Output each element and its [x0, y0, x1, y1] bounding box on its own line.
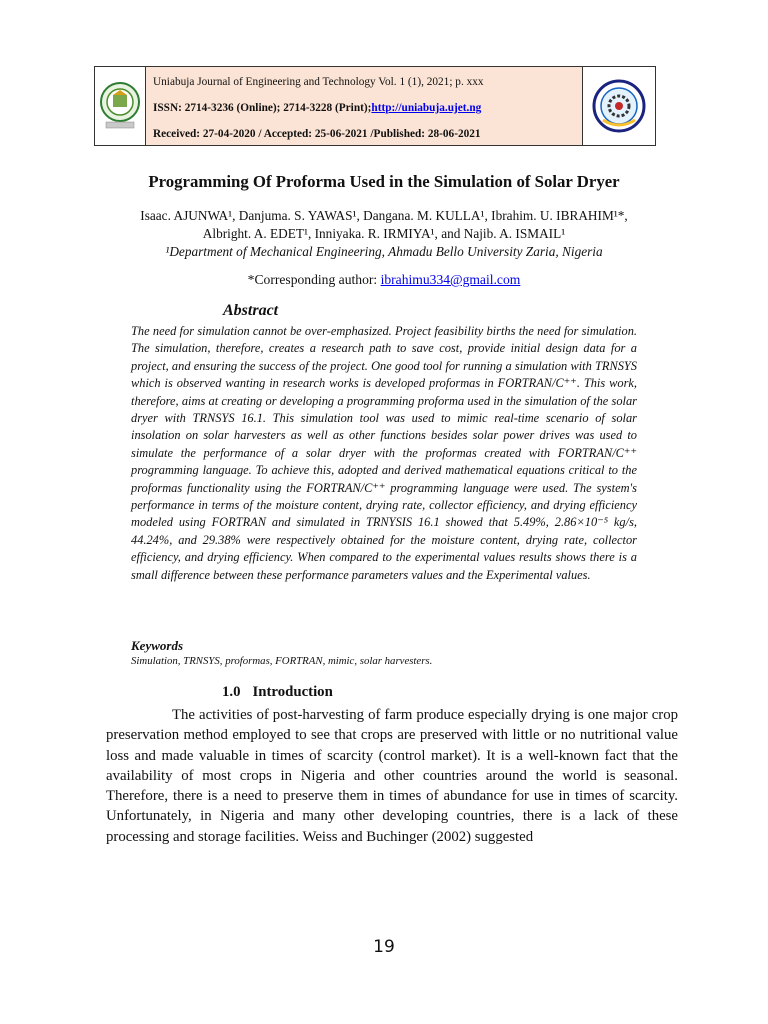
journal-logo-right [582, 67, 655, 145]
corresponding-author [0, 272, 768, 288]
submission-dates: Received: 27-04-2020 / Accepted: 25-06-2021 /Published: 28-06-2021 [153, 127, 481, 140]
author-list-line-2: Albright. A. EDET¹, Inniyaka. R. IRMIYA¹, and Najib. A. ISMAIL¹ [202, 226, 566, 241]
section-number: 1.0 [222, 684, 241, 700]
journal-name: Uniabuja Journal of Engineering and Technology Vol. 1 (1), 2021; p. xxx [153, 75, 484, 88]
corresponding-label: *Corresponding author: [247, 272, 381, 287]
author-affiliation: ¹Department of Mechanical Engineering, Ahmadu Bello University Zaria, Nigeria [165, 244, 603, 259]
gear-emblem-icon [589, 76, 649, 136]
section-title: Introduction [252, 684, 333, 700]
corresponding-email-link[interactable]: ibrahimu334@gmail.com [380, 272, 521, 287]
abstract-text: The need for simulation cannot be over-emphasized. Project feasibility births the need for simulation. The simulation, therefore, creates a research path to save cost, provide initial design data for a project, and ensuring the success of the project. One good tool for running a simulation with TRNSYS which is observed wanting in research works is developed proformas in FORTRAN/C⁺⁺. This work, therefore, aims at creating or developing a programming proforma used in the simulation of the solar dryer with TRNSYS 16.1. This simulation tool was used to mimic real-time scenario of solar insolation on solar harvesters as well as other functions besides solar power drives was used to simulate the performance of a solar dryer with the proformas created with FORTRAN/C⁺⁺ programming language. To achieve this, adopted and derived mathematical equations critical to the proformas functionality using the FORTRAN/C⁺⁺ programming language were used. The system's performance in terms of the moisture content, drying rate, collector efficiency, and drying efficiency modeled using FORTRAN and simulated in TRNYSIS 16.1 showed that 5.49%, 2.86×10⁻⁵ kg/s, 44.24%, and 29.38% were respectively obtained for the moisture content, drying rate, collector efficiency, and drying efficiency. When compared to the experimental values results shows there is a small difference between these performance parameters values and the Experimental values. [131, 324, 637, 582]
journal-url-link[interactable]: http://uniabuja.ujet.ng [371, 101, 482, 114]
issn-text: ISSN: 2714-3236 (Online); 2714-3228 (Print); [153, 101, 372, 114]
keywords-text: Simulation, TRNSYS, proformas, FORTRAN, mimic, solar harvesters. [131, 655, 433, 667]
page-number: 19 [373, 937, 395, 957]
issn-line [153, 95, 575, 121]
university-logo-left [95, 67, 146, 145]
author-block [100, 207, 668, 261]
paper-title: Programming Of Proforma Used in the Simulation of Solar Dryer [148, 172, 620, 191]
university-seal-icon [98, 80, 142, 132]
abstract-heading: Abstract [223, 302, 279, 319]
keywords-heading: Keywords [131, 638, 183, 653]
section-heading-introduction [222, 684, 333, 701]
author-list-line-1: Isaac. AJUNWA¹, Danjuma. S. YAWAS¹, Dangana. M. KULLA¹, Ibrahim. U. IBRAHIM¹*, [140, 208, 628, 223]
introduction-paragraph: The activities of post-harvesting of farm produce especially drying is one major crop preservation method employed to see that crops are preserved with little or no nutritional value loss and made valuable in times of scarcity (control market). It is a well-known fact that the availability of most crops in Nigeria and other countries around the world is seasonal. Therefore, there is a need to preserve them in times of abundance for use in times of scarcity. Unfortunately, in Nigeria and many other developing countries, there is a lack of these processing and storage facilities. Weiss and Buchinger (2002) suggested [106, 707, 678, 845]
journal-header [94, 66, 656, 146]
